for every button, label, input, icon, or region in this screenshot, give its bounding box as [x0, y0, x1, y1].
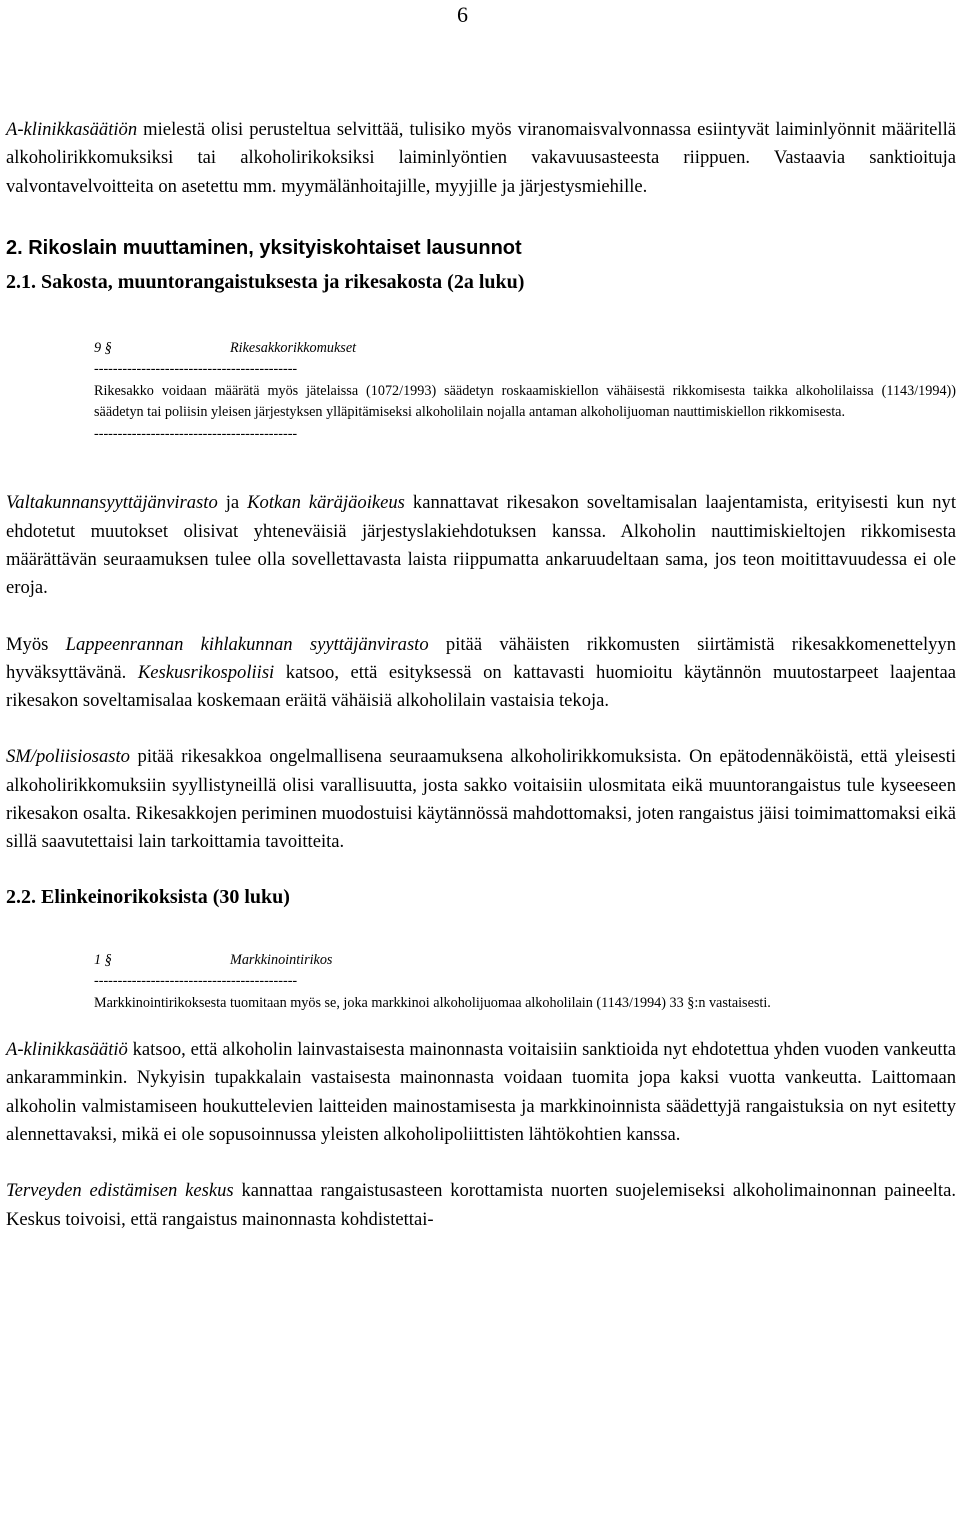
paragraph-text: kannattaa rangaistusasteen korottamista nuorten suojelemiseksi alkoholimainonnan paineelta. Keskus toivoisi, että rangaistus mainonnasta kohdistettai- — [6, 1180, 956, 1230]
quote-body: Rikesakko voidaan määrätä myös jätelaissa (1072/1993) säädetyn roskaamiskiellon vähäisestä rikkomisesta taikka alkoholilaissa (1143/1994)) säädetyn tai poliisin yleisen järjestyksen ylläpitämiseksi alkoholilain nojalla antaman alkoholijuoman nauttimiskiellon rikkomisesta. — [94, 382, 956, 421]
subsection-heading-2-2: 2.2. Elinkeinorikoksista (30 luku) — [6, 885, 290, 908]
paragraph-text: pitää vähäisten rikkomusten siirtämistä rikesakkomenettelyyn hyväksyttävänä. — [6, 633, 956, 683]
paragraph-terveyden-edistamisen-keskus — [6, 1177, 956, 1234]
section-number: 1 § — [94, 951, 112, 968]
paragraph-valtakunnansyyttaja — [6, 489, 956, 602]
paragraph-text: katsoo, että alkoholin lainvastaisesta mainonnasta voitaisiin sanktioida nyt ehdotettua yhden vuoden vankeutta ankaramminkin. Nykyisin tupakkalain vastaisesta mainonnasta voidaan tuomita jopa kaksi vuotta vankeutta. Laittomaan alkoholin valmistamiseen houkuttelevien laitteiden mainostamisesta ja markkinoinnista säädettyjä rangaistuksia on nyt esitetty alennettavaksi, mikä ei ole sopusoinnussa yleisten alkoholipoliittisten lähtökohtien kanssa. — [6, 1039, 956, 1146]
org-name: SM/poliisiosasto — [6, 746, 130, 768]
org-name: Keskusrikospoliisi — [137, 661, 275, 683]
subsection-heading-2-1: 2.1. Sakosta, muuntorangaistuksesta ja rikesakosta (2a luku) — [6, 270, 525, 293]
law-quote-rikesakko — [94, 338, 956, 446]
paragraph-text: kannattavat rikesakon soveltamisalan laajentamista, erityisesti kun nyt ehdotetut muutokset olisivat yhteneväisiä järjestyslakiehdotuksen kanssa. Alkoholin nauttimiskieltojen rikkomisesta määrättävän seuraamuksen tulee olla sovellettavasta laista riippumatta ankaruudeltaan sama, jos teon moitittavuudessa ei ole eroja. — [6, 492, 956, 599]
paragraph-a-klinikka-2 — [6, 1036, 956, 1149]
quote-header — [94, 338, 956, 360]
section-title: Rikesakkorikkomukset — [230, 339, 357, 356]
law-quote-markkinointi — [94, 950, 954, 1015]
paragraph-text: katsoo, että esityksessä on kattavasti huomioitu käytännön muutostarpeet laajentaa rikesakon soveltamisalaa koskemaan eräitä vähäisiä alkoholilain vastaisia tekoja. — [6, 661, 956, 712]
org-name: Terveyden edistämisen keskus — [6, 1180, 234, 1202]
paragraph-sm-poliisiosasto — [6, 743, 956, 856]
org-name: A-klinikkasäätiö — [6, 1039, 128, 1061]
quote-header — [94, 950, 954, 972]
document-body — [6, 116, 956, 1234]
separator-line: ------------------------------------------- — [94, 973, 298, 990]
org-name: Lappeenrannan kihlakunnan syyttäjänvirasto — [65, 633, 429, 655]
paragraph-text: ja — [217, 492, 248, 514]
separator-line: ------------------------------------------- — [94, 425, 298, 442]
section-heading-2: 2. Rikoslain muuttaminen, yksityiskohtaiset lausunnot — [6, 236, 522, 259]
paragraph-text: Myös — [6, 633, 66, 655]
paragraph-a-klinikka-1 — [6, 116, 956, 201]
org-name: Kotkan käräjäoikeus — [247, 492, 405, 514]
org-name: A-klinikkasäätiön — [6, 119, 138, 140]
page-number: 6 — [457, 2, 468, 27]
separator-line: ------------------------------------------- — [94, 361, 298, 378]
org-name: Valtakunnansyyttäjänvirasto — [6, 492, 218, 514]
paragraph-text: mielestä olisi perusteltua selvittää, tulisiko myös viranomaisvalvonnassa esiintyvät laiminlyönnit määritellä alkoholirikkomuksiksi tai alkoholirikoksiksi laiminlyöntien vakavuusasteesta riippuen. Vastaavia sanktioituja valvontavelvoitteita on asetettu mm. myymälänhoitajille, myyjille ja järjestysmiehille. — [6, 119, 956, 197]
quote-body: Markkinointirikoksesta tuomitaan myös se, joka markkinoi alkoholijuomaa alkoholilain (1143/1994) 33 §:n vastaisesti. — [94, 994, 771, 1011]
section-title: Markkinointirikos — [230, 951, 333, 968]
paragraph-lappeenranta — [6, 631, 956, 716]
section-number: 9 § — [94, 339, 112, 356]
paragraph-text: pitää rikesakkoa ongelmallisena seuraamuksena alkoholirikkomuksista. On epätodennäköistä, että yleisesti alkoholirikkomuksiin syyllistyneillä olisi varallisuutta, josta sakko voitaisiin ulosmitata eikä muuntorangaistus tule kyseeseen rikesakon osalta. Rikesakkojen periminen muodostuisi käytännössä mahdottomaksi, joten rangaistus jäisi toimimattomaksi eikä sillä saavutettaisi lain tarkoittamia tavoitteita. — [6, 746, 956, 853]
